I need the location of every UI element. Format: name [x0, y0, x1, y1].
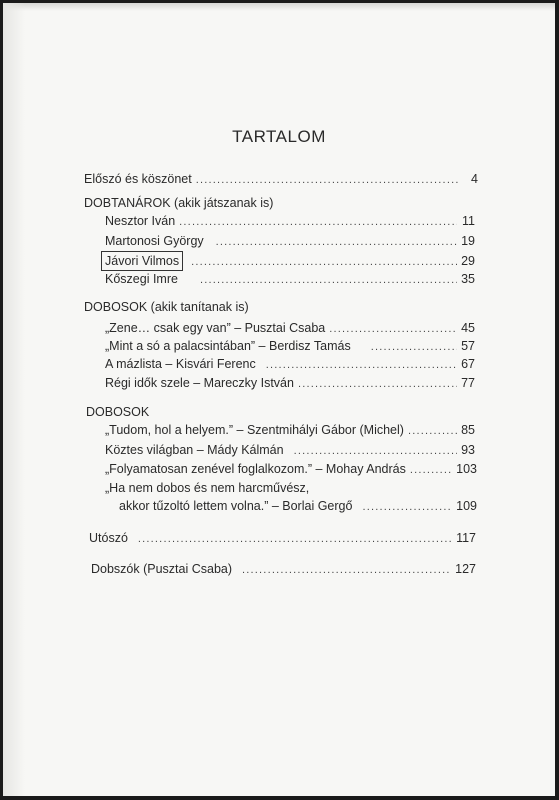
page-spine-shadow	[3, 3, 25, 796]
toc-entry[interactable]: Martonosi György ..... 19	[105, 232, 475, 250]
leader-dots	[408, 422, 457, 440]
leader-dots	[410, 461, 452, 479]
toc-entry-outro[interactable]: Utószó ..... 117	[89, 529, 476, 547]
toc-entry-intro[interactable]: Előszó és köszönet ..... 4	[84, 170, 478, 188]
toc-entry[interactable]: Kőszegi Imre ..... 35	[105, 270, 475, 288]
section-heading-dobosok-tanitanak: DOBOSOK (akik tanítanak is)	[84, 300, 249, 314]
leader-dots	[138, 530, 452, 548]
toc-entry[interactable]: „Folyamatosan zenével foglalkozom.” – Mohay András ..... 103	[105, 460, 477, 478]
toc-entry[interactable]: „Tudom, hol a helyem.” – Szentmihályi Gábor (Michel) ..... 85	[105, 421, 475, 439]
toc-entry[interactable]: akkor tűzoltó lettem volna.” – Borlai Gergő ..... 109	[119, 497, 477, 515]
leader-dots	[216, 233, 457, 251]
leader-dots	[362, 498, 452, 516]
leader-dots	[196, 171, 460, 189]
leader-dots	[371, 338, 457, 356]
leader-dots	[329, 320, 457, 338]
section-heading-dobtanarok: DOBTANÁROK (akik játszanak is)	[84, 196, 274, 210]
toc-entry-continued[interactable]: „Ha nem dobos és nem harcművész,	[105, 481, 310, 495]
leader-dots	[242, 561, 451, 579]
toc-entry-glossary[interactable]: Dobszók (Pusztai Csaba) ..... 127	[91, 560, 476, 578]
toc-entry[interactable]: Nesztor Iván ..... 11	[105, 212, 475, 230]
toc-entry[interactable]: Jávori Vilmos ..... 29	[105, 251, 475, 269]
highlighted-entry-label: Jávori Vilmos	[101, 251, 183, 271]
toc-entry[interactable]: Köztes világban – Mády Kálmán ..... 93	[105, 441, 475, 459]
leader-dots	[179, 213, 457, 231]
book-page	[3, 3, 555, 796]
leader-dots	[191, 253, 457, 271]
leader-dots	[294, 442, 457, 460]
toc-entry[interactable]: „Mint a só a palacsintában” – Berdisz Tamás ..... 57	[105, 337, 475, 355]
leader-dots	[200, 271, 457, 289]
page-edge-shadow	[3, 3, 555, 11]
toc-entry[interactable]: Régi idők szele – Mareczky István ..... 77	[105, 374, 475, 392]
toc-title: TARTALOM	[232, 127, 326, 146]
leader-dots	[266, 356, 457, 374]
toc-entry[interactable]: A mázlista – Kisvári Ferenc ..... 67	[105, 355, 475, 373]
leader-dots	[298, 375, 457, 393]
section-heading-dobosok: DOBOSOK	[86, 405, 150, 419]
toc-entry[interactable]: „Zene… csak egy van” – Pusztai Csaba ..... 45	[105, 319, 475, 337]
